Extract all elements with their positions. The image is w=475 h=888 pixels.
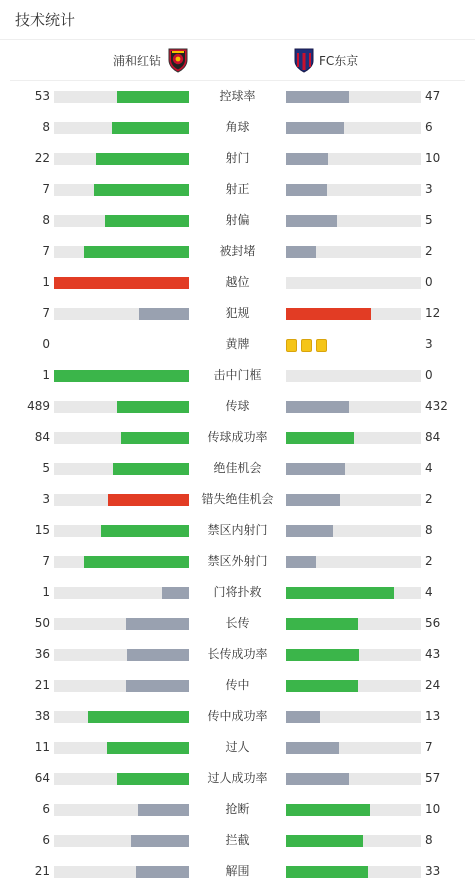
away-value: 2 (425, 244, 433, 258)
away-value: 8 (425, 523, 433, 537)
stat-label: 长传 (225, 616, 250, 630)
stat-label: 解围 (225, 864, 250, 878)
stat-label: 黄牌 (225, 337, 250, 351)
home-bar-fill (113, 463, 189, 475)
home-team[interactable] (113, 40, 189, 80)
home-bar-track (54, 122, 189, 134)
away-value: 56 (425, 616, 441, 630)
home-bar-fill (94, 184, 189, 196)
home-value: 11 (34, 740, 50, 754)
home-value: 15 (34, 523, 50, 537)
away-bar-track (286, 401, 421, 413)
stat-label: 过人 (225, 740, 250, 754)
home-bar-track (54, 556, 189, 568)
home-value: 5 (42, 461, 50, 475)
away-bar-track (286, 773, 421, 785)
away-value: 43 (425, 647, 441, 661)
stat-label: 传球成功率 (207, 430, 268, 444)
home-bar-fill (108, 494, 189, 506)
away-bar-track (286, 835, 421, 847)
stat-row (0, 329, 475, 360)
away-bar-track (286, 215, 421, 227)
stat-row (0, 81, 475, 112)
yellow-cards (286, 339, 327, 352)
home-value: 36 (34, 647, 50, 661)
stat-label: 控球率 (219, 89, 256, 103)
stat-row (0, 763, 475, 794)
yellow-card-icon (316, 339, 327, 352)
home-value: 3 (42, 492, 50, 506)
stat-label: 禁区外射门 (207, 554, 268, 568)
away-bar-track (286, 680, 421, 692)
home-bar-track (54, 742, 189, 754)
stat-row (0, 112, 475, 143)
stat-label: 射门 (225, 151, 250, 165)
stat-label: 射正 (225, 182, 250, 196)
away-value: 5 (425, 213, 433, 227)
home-bar-fill (54, 277, 189, 289)
away-bar-track (286, 277, 421, 289)
away-bar-track (286, 370, 421, 382)
home-bar-fill (112, 122, 189, 134)
away-value: 33 (425, 864, 441, 878)
away-bar-track (286, 804, 421, 816)
away-value: 6 (425, 120, 433, 134)
away-bar-fill (286, 215, 337, 227)
stat-row (0, 422, 475, 453)
header (0, 0, 475, 40)
away-bar-fill (286, 401, 349, 413)
away-bar-fill (286, 711, 320, 723)
away-bar-track (286, 525, 421, 537)
away-bar-fill (286, 463, 345, 475)
home-bar-fill (139, 308, 189, 320)
home-bar-fill (107, 742, 189, 754)
yellow-card-icon (286, 339, 297, 352)
stat-label: 犯规 (225, 306, 250, 320)
away-bar-fill (286, 308, 371, 320)
away-bar-track (286, 246, 421, 258)
away-value: 8 (425, 833, 433, 847)
home-value: 7 (42, 244, 50, 258)
away-bar-fill (286, 804, 370, 816)
home-bar-track (54, 835, 189, 847)
home-bar-track (54, 587, 189, 599)
stat-label: 越位 (225, 275, 250, 289)
home-value: 0 (42, 337, 50, 351)
away-value: 4 (425, 461, 433, 475)
away-value: 84 (425, 430, 441, 444)
home-bar-track (54, 680, 189, 692)
away-value: 4 (425, 585, 433, 599)
stat-label: 禁区内射门 (207, 523, 268, 537)
away-value: 0 (425, 275, 433, 289)
away-bar-track (286, 494, 421, 506)
away-bar-track (286, 711, 421, 723)
home-bar-fill (101, 525, 189, 537)
away-bar-fill (286, 618, 358, 630)
away-bar-track (286, 866, 421, 878)
home-bar-track (54, 618, 189, 630)
away-bar-track (286, 618, 421, 630)
away-bar-track (286, 432, 421, 444)
away-bar-track (286, 556, 421, 568)
home-bar-track (54, 649, 189, 661)
home-value: 6 (42, 802, 50, 816)
home-bar-fill (96, 153, 189, 165)
home-bar-track (54, 308, 189, 320)
stat-row (0, 794, 475, 825)
stat-row (0, 701, 475, 732)
home-bar-fill (162, 587, 189, 599)
away-bar-fill (286, 122, 344, 134)
away-value: 7 (425, 740, 433, 754)
home-bar-track (54, 866, 189, 878)
away-bar-track (286, 308, 421, 320)
home-value: 7 (42, 182, 50, 196)
stat-row (0, 360, 475, 391)
away-bar-track (286, 122, 421, 134)
home-value: 21 (34, 864, 50, 878)
stat-row (0, 174, 475, 205)
away-bar-fill (286, 184, 327, 196)
away-value: 12 (425, 306, 441, 320)
away-value: 0 (425, 368, 433, 382)
stat-label: 长传成功率 (207, 647, 268, 661)
home-bar-fill (136, 866, 189, 878)
home-bar-track (54, 494, 189, 506)
stat-row (0, 608, 475, 639)
away-team-crest-icon (293, 47, 315, 73)
stat-label: 传球 (225, 399, 250, 413)
away-bar-fill (286, 432, 354, 444)
stat-row (0, 825, 475, 856)
stat-row (0, 577, 475, 608)
stat-row (0, 515, 475, 546)
away-bar-fill (286, 525, 333, 537)
home-bar-fill (117, 773, 189, 785)
home-value: 21 (34, 678, 50, 692)
home-value: 8 (42, 120, 50, 134)
home-bar-fill (127, 649, 189, 661)
away-bar-fill (286, 742, 339, 754)
home-bar-track (54, 401, 189, 413)
home-value: 7 (42, 306, 50, 320)
away-bar-track (286, 153, 421, 165)
stat-label: 传中 (225, 678, 250, 692)
home-bar-fill (54, 370, 189, 382)
home-value: 6 (42, 833, 50, 847)
away-value: 10 (425, 802, 441, 816)
home-bar-track (54, 246, 189, 258)
stat-row (0, 143, 475, 174)
home-value: 84 (34, 430, 50, 444)
away-bar-track (286, 463, 421, 475)
stat-label: 击中门框 (213, 368, 262, 382)
home-value: 64 (34, 771, 50, 785)
home-bar-fill (84, 556, 189, 568)
stat-label: 射偏 (225, 213, 250, 227)
home-bar-track (54, 773, 189, 785)
away-value: 57 (425, 771, 441, 785)
home-bar-track (54, 184, 189, 196)
stat-row (0, 856, 475, 887)
home-value: 8 (42, 213, 50, 227)
home-bar-fill (84, 246, 189, 258)
stat-label: 传中成功率 (207, 709, 268, 723)
home-bar-fill (105, 215, 189, 227)
home-team-crest-icon (167, 47, 189, 73)
away-bar-track (286, 587, 421, 599)
away-value: 3 (425, 182, 433, 196)
home-bar-fill (121, 432, 189, 444)
away-value: 13 (425, 709, 441, 723)
home-bar-track (54, 804, 189, 816)
away-bar-fill (286, 773, 349, 785)
away-bar-fill (286, 649, 359, 661)
stat-row (0, 732, 475, 763)
stat-label: 错失绝佳机会 (201, 492, 274, 506)
stat-row (0, 484, 475, 515)
away-bar-track (286, 91, 421, 103)
away-team[interactable] (293, 40, 358, 80)
stat-label: 绝佳机会 (213, 461, 262, 475)
away-bar-fill (286, 680, 358, 692)
home-bar-fill (126, 680, 189, 692)
away-value: 3 (425, 337, 433, 351)
stat-label: 门将扑救 (213, 585, 262, 599)
home-bar-fill (88, 711, 189, 723)
home-bar-track (54, 153, 189, 165)
home-value: 53 (34, 89, 50, 103)
stat-row (0, 298, 475, 329)
away-value: 47 (425, 89, 441, 103)
home-value: 489 (27, 399, 50, 413)
away-bar-track (286, 649, 421, 661)
stat-label: 被封堵 (219, 244, 256, 258)
page-title: 技术统计 (15, 11, 76, 29)
home-value: 1 (42, 585, 50, 599)
away-bar-fill (286, 153, 328, 165)
home-bar-track (54, 525, 189, 537)
teams-row (10, 40, 465, 81)
home-value: 50 (34, 616, 50, 630)
away-team-name: FC东京 (319, 53, 359, 68)
home-value: 1 (42, 275, 50, 289)
stat-row (0, 639, 475, 670)
home-value: 22 (34, 151, 50, 165)
stat-label: 拦截 (225, 833, 250, 847)
home-bar-track (54, 91, 189, 103)
stat-row (0, 453, 475, 484)
home-bar-fill (117, 401, 189, 413)
yellow-card-icon (301, 339, 312, 352)
stat-row (0, 267, 475, 298)
home-bar-fill (131, 835, 189, 847)
home-bar-track (54, 370, 189, 382)
home-bar-fill (126, 618, 189, 630)
stat-row (0, 670, 475, 701)
home-bar-fill (138, 804, 189, 816)
stat-label: 角球 (225, 120, 250, 134)
away-value: 432 (425, 399, 448, 413)
away-bar-track (286, 742, 421, 754)
away-bar-fill (286, 866, 368, 878)
away-bar-fill (286, 91, 349, 103)
home-bar-track (54, 463, 189, 475)
stat-row (0, 546, 475, 577)
home-bar-track (54, 711, 189, 723)
away-value: 2 (425, 492, 433, 506)
away-bar-fill (286, 246, 316, 258)
stat-label: 过人成功率 (207, 771, 268, 785)
away-value: 24 (425, 678, 441, 692)
away-bar-fill (286, 835, 363, 847)
away-bar-track (286, 184, 421, 196)
away-bar-fill (286, 556, 316, 568)
stat-label: 抢断 (225, 802, 250, 816)
stat-row (0, 391, 475, 422)
home-bar-track (54, 215, 189, 227)
home-value: 7 (42, 554, 50, 568)
home-bar-track (54, 432, 189, 444)
away-bar-fill (286, 587, 394, 599)
away-bar-fill (286, 494, 340, 506)
home-team-name: 浦和红钻 (113, 53, 162, 68)
away-value: 10 (425, 151, 441, 165)
home-value: 1 (42, 368, 50, 382)
home-bar-fill (117, 91, 189, 103)
home-bar-track (54, 277, 189, 289)
stat-row (0, 236, 475, 267)
stat-row (0, 205, 475, 236)
home-value: 38 (34, 709, 50, 723)
away-value: 2 (425, 554, 433, 568)
